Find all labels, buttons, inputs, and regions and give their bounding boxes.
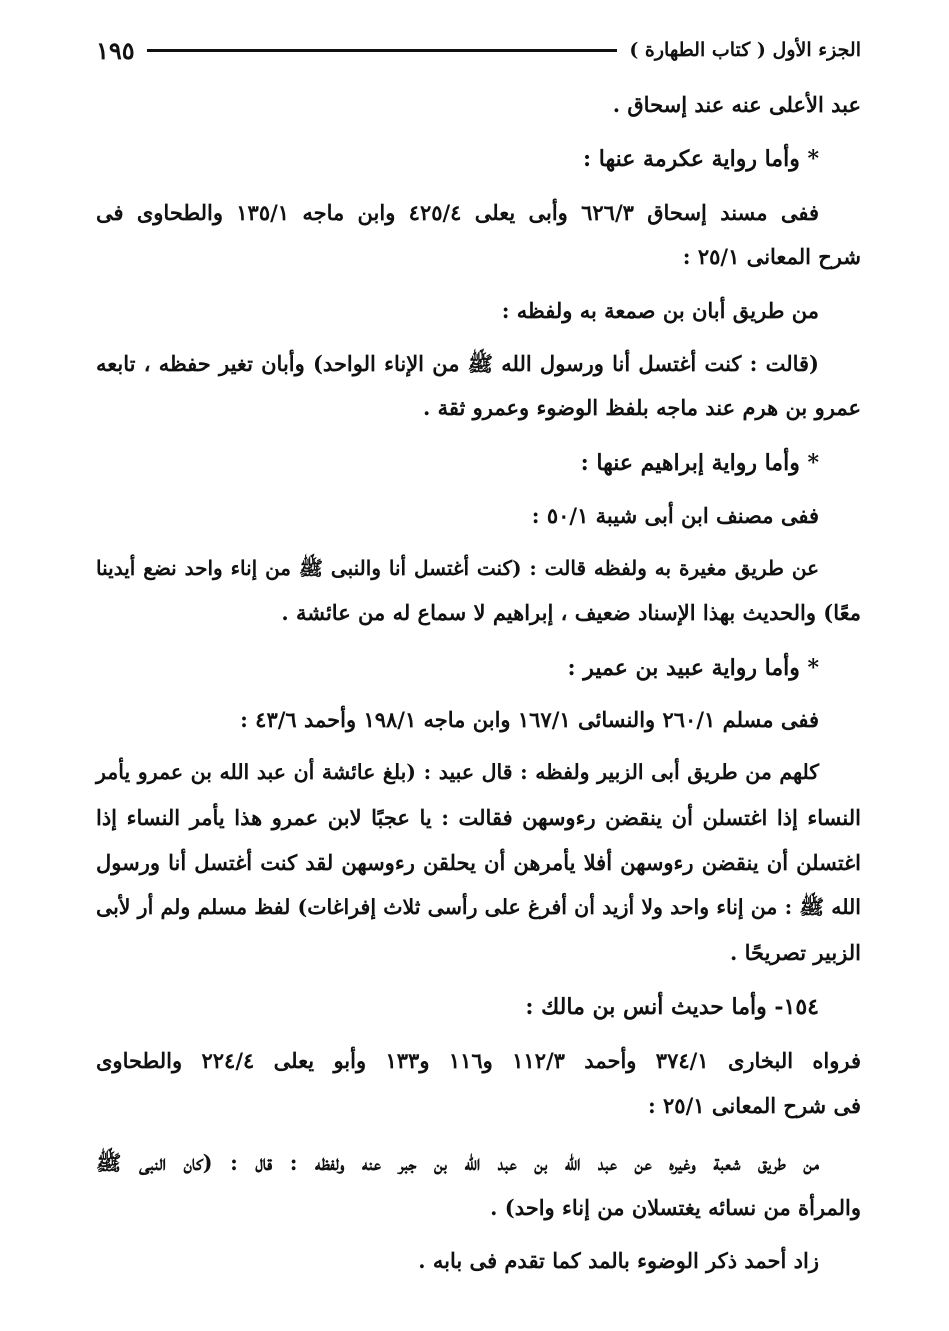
section-heading: * وأما رواية عكرمة عنها : [582,146,819,172]
text-line: (قالت : كنت أغتسل أنا ورسول الله ﷺ من الإناء الواحد) وأبان تغير حفظه ، تابعه [96,351,819,376]
text-line: من طريق شعبة وغيره عن عبد الله بن عبد الله بن جبر عنه ولفظه : قال : (كان النبى ﷺ [96,1150,819,1175]
text-line: شرح المعانى ٢٥/١ : [682,244,861,269]
text-line: الزبير تصريحًا . [730,940,861,965]
text-line: اغتسلن أن ينقضن رءوسهن أفلا يأمرهن أن يحلقن رءوسهن لقد كنت أغتسل أنا ورسول [96,850,861,875]
text-line: من طريق أبان بن صمعة به ولفظه : [501,298,819,323]
section-heading: ١٥٤- وأما حديث أنس بن مالك : [525,994,819,1020]
text-line: والمرأة من نسائه يغتسلان من إناء واحد) . [490,1195,861,1220]
text-line: الله ﷺ : من إناء واحد ولا أزيد أن أفرغ على رأسى ثلاث إفراغات) لفظ مسلم ولم أر لأبى [96,895,861,919]
page-number: ١٩٥ [96,35,135,65]
text-line: زاد أحمد ذكر الوضوء بالمد كما تقدم فى بابه . [418,1248,819,1273]
text-line: ففى مصنف ابن أبى شيبة ٥٠/١ : [531,503,819,528]
text-line: ففى مسلم ٢٦٠/١ والنسائى ١٦٧/١ وابن ماجه ١٩٨/١ وأحمد ٤٣/٦ : [240,707,819,732]
header-rule [147,49,618,52]
text-line: عمرو بن هرم عند ماجه بلفظ الوضوء وعمرو ثقة . [422,395,861,420]
text-line: كلهم من طريق أبى الزبير ولفظه : قال عبيد : (بلغ عائشة أن عبد الله بن عمرو يأمر [96,760,819,784]
text-line: معًا) والحديث بهذا الإسناد ضعيف ، إبراهيم لا سماع له من عائشة . [281,600,861,625]
text-line: النساء إذا اغتسلن أن ينقضن رءوسهن فقالت : يا عجبًا لابن عمرو هذا يأمر النساء إذا [96,805,861,830]
page-header [96,28,861,72]
section-heading: * وأما رواية إبراهيم عنها : [580,450,819,476]
text-line: ففى مسند إسحاق ٦٢٦/٣ وأبى يعلى ٤٢٥/٤ وابن ماجه ١٣٥/١ والطحاوى فى [96,200,819,225]
text-line: عبد الأعلى عنه عند إسحاق . [612,92,861,117]
running-title: الجزء الأول ( كتاب الطهارة ) [629,39,861,61]
text-line: فرواه البخارى ٣٧٤/١ وأحمد ١١٢/٣ و١١٦ و١٣٣ وأبو يعلى ٢٢٤/٤ والطحاوى [96,1048,862,1073]
text-line: فى شرح المعانى ٢٥/١ : [647,1093,861,1118]
section-heading: * وأما رواية عبيد بن عمير : [567,655,819,681]
text-line: عن طريق مغيرة به ولفظه قالت : (كنت أغتسل أنا والنبى ﷺ من إناء واحد نضع أيدينا [96,556,819,580]
